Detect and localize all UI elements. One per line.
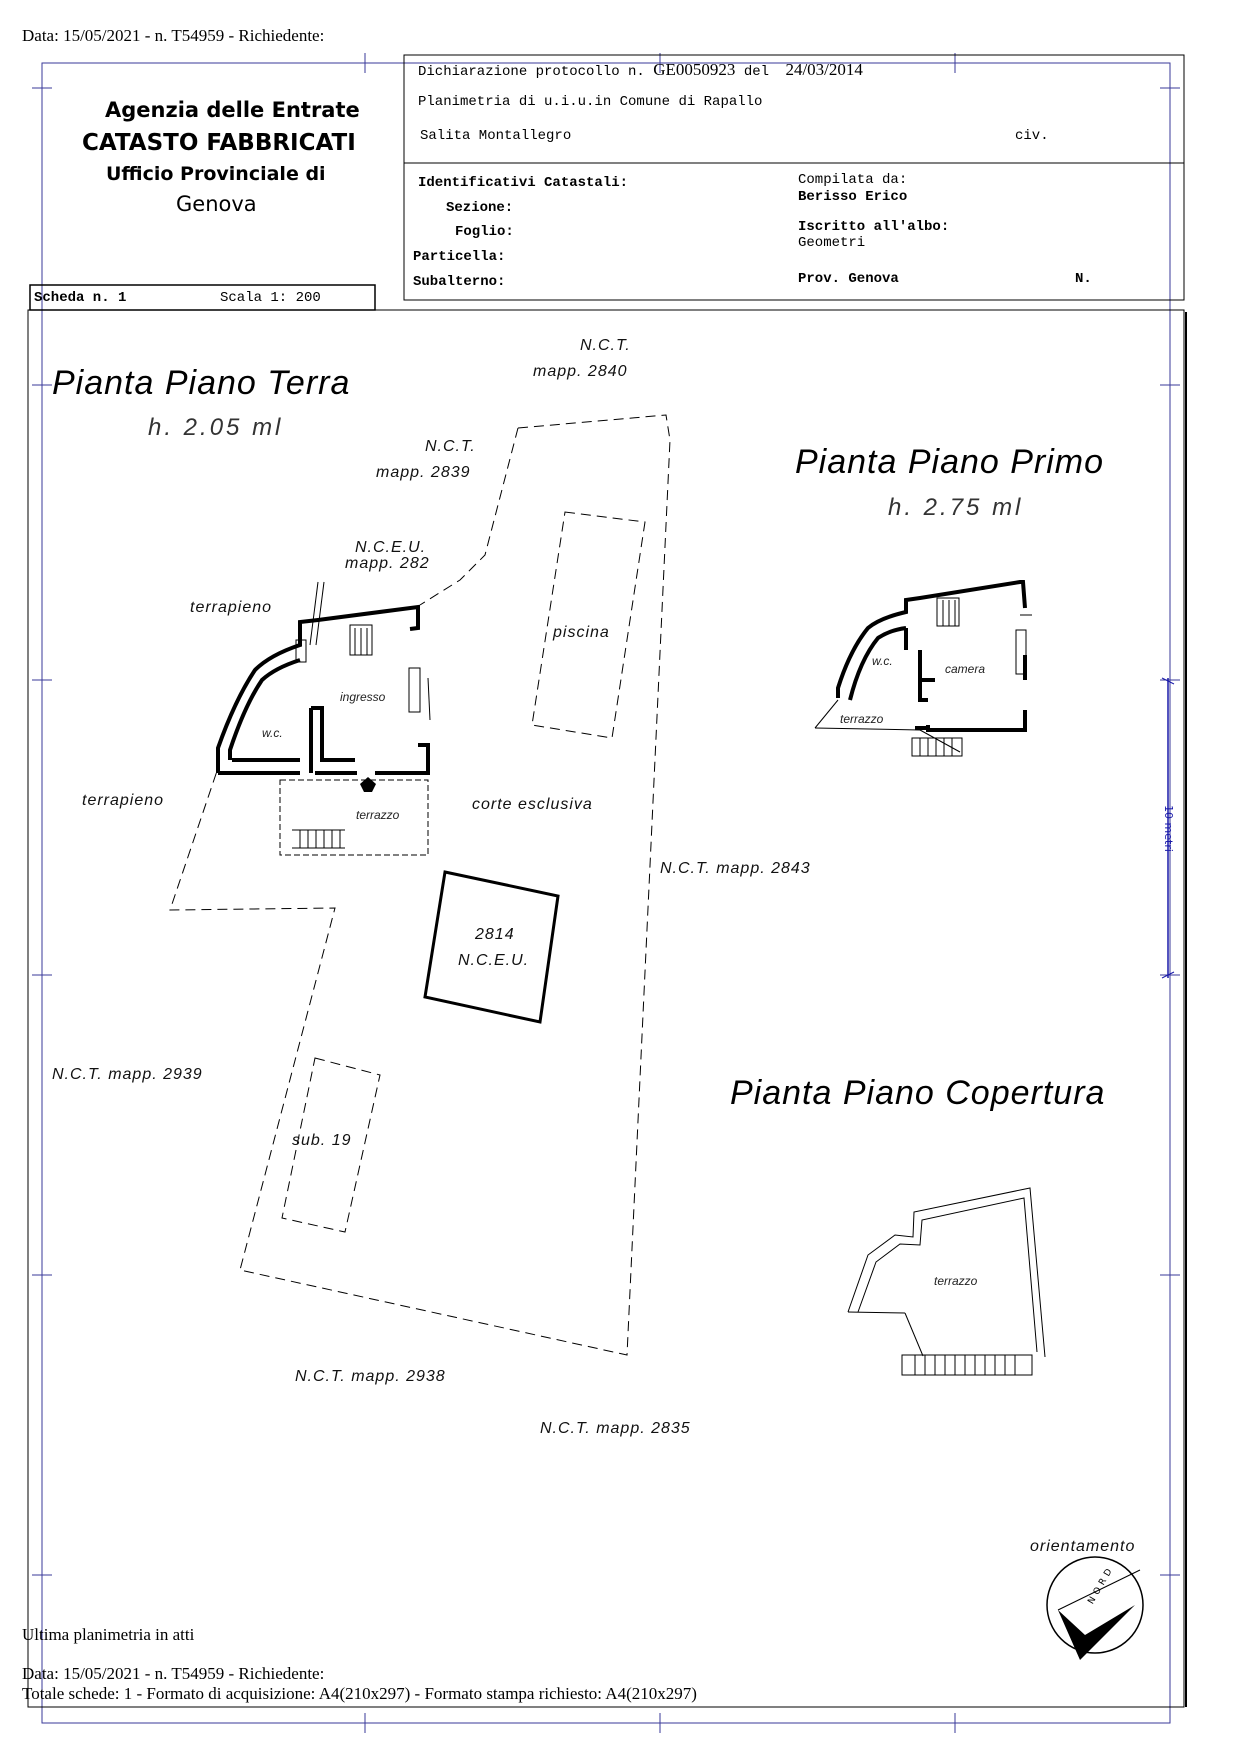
protocol-label: Dichiarazione protocollo n.	[418, 64, 645, 80]
label-wc-primo: w.c.	[872, 654, 893, 668]
subalterno-label: Subalterno:	[413, 274, 506, 290]
label-nceu-282: N.C.E.U.	[355, 539, 427, 556]
protocol-number: GE0050923	[653, 60, 736, 79]
label-nceu-2814: N.C.E.U.	[458, 952, 530, 969]
albo-value: Geometri	[798, 235, 866, 251]
primo-height: h. 2.75 ml	[888, 494, 1024, 521]
label-side-mark: 10 metri	[1161, 805, 1175, 852]
building-2814	[425, 872, 558, 1022]
agency-line1: Agenzia delle Entrate	[105, 98, 360, 122]
label-nct-2843: N.C.T. mapp. 2843	[660, 860, 811, 877]
ground-floor-walls	[218, 607, 428, 773]
entrance-marker	[360, 777, 376, 792]
terra-height: h. 2.05 ml	[148, 414, 284, 441]
first-floor-details	[815, 598, 1032, 756]
label-sub19: sub. 19	[292, 1132, 352, 1149]
protocol-line	[418, 60, 863, 80]
label-terrazzo-terra: terrazzo	[356, 808, 400, 822]
label-corte: corte esclusiva	[472, 796, 593, 813]
label-mapp-2840: mapp. 2840	[533, 363, 628, 380]
footer-ultima: Ultima planimetria in atti	[22, 1625, 195, 1644]
iscritto-label: Iscritto all'albo:	[798, 219, 950, 235]
agency-line4: Genova	[176, 192, 257, 216]
prov-value: Prov. Genova	[798, 271, 899, 287]
protocol-del: del	[743, 64, 770, 80]
address-civ: civ.	[1015, 128, 1049, 144]
label-terrazzo-primo: terrazzo	[840, 712, 884, 726]
label-mapp-2839: mapp. 2839	[376, 464, 471, 481]
identificativi-title: Identificativi Catastali:	[418, 175, 629, 191]
label-terrazzo-cop: terrazzo	[934, 1274, 978, 1288]
label-piscina: piscina	[553, 624, 610, 641]
protocol-date: 24/03/2014	[785, 60, 863, 79]
agency-line3: Ufficio Provinciale di	[106, 163, 326, 185]
label-nct-2938: N.C.T. mapp. 2938	[295, 1368, 446, 1385]
north-arrow-icon	[1047, 1557, 1143, 1660]
label-orientamento: orientamento	[1030, 1538, 1136, 1555]
label-ingresso: ingresso	[340, 690, 386, 704]
label-camera: camera	[945, 662, 986, 676]
footer-data: Data: 15/05/2021 - n. T54959 - Richiedente:	[22, 1664, 325, 1683]
footer-totale: Totale schede: 1 - Formato di acquisizione: A4(210x297) - Formato stampa richiesto: A4(210x297)	[22, 1684, 697, 1703]
primo-title: Pianta Piano Primo	[795, 443, 1105, 481]
compilata-name: Berisso Erico	[798, 189, 908, 205]
frame-ticks	[32, 53, 1180, 1733]
foglio-label: Foglio:	[455, 224, 514, 240]
outer-blue-frame	[42, 63, 1170, 1723]
sezione-label: Sezione:	[446, 200, 514, 216]
terra-title: Pianta Piano Terra	[52, 364, 351, 402]
label-terrapieno-1: terrapieno	[190, 599, 273, 616]
label-nct-2840: N.C.T.	[580, 337, 631, 354]
n-label: N.	[1075, 271, 1092, 287]
planimetria-line: Planimetria di u.i.u.in Comune di Rapallo	[418, 94, 763, 110]
label-2814: 2814	[475, 926, 515, 943]
scala-label: Scala 1: 200	[220, 290, 321, 306]
address-street: Salita Montallegro	[420, 128, 572, 144]
scheda-label: Scheda n. 1	[34, 290, 127, 306]
header-line: Data: 15/05/2021 - n. T54959 - Richiedente:	[22, 26, 325, 45]
copertura-title: Pianta Piano Copertura	[730, 1074, 1106, 1112]
label-nord: NORD	[1086, 1563, 1117, 1607]
label-mapp-282: mapp. 282	[345, 555, 430, 572]
label-nct-2939: N.C.T. mapp. 2939	[52, 1066, 203, 1083]
particella-label: Particella:	[413, 249, 506, 265]
label-nct-2835: N.C.T. mapp. 2835	[540, 1420, 691, 1437]
compilata-label: Compilata da:	[798, 172, 908, 188]
label-wc-terra: w.c.	[262, 726, 283, 740]
first-floor-walls	[838, 582, 1025, 730]
label-nct-2839: N.C.T.	[425, 438, 476, 455]
label-terrapieno-2: terrapieno	[82, 792, 165, 809]
agency-line2: CATASTO FABBRICATI	[82, 130, 356, 156]
